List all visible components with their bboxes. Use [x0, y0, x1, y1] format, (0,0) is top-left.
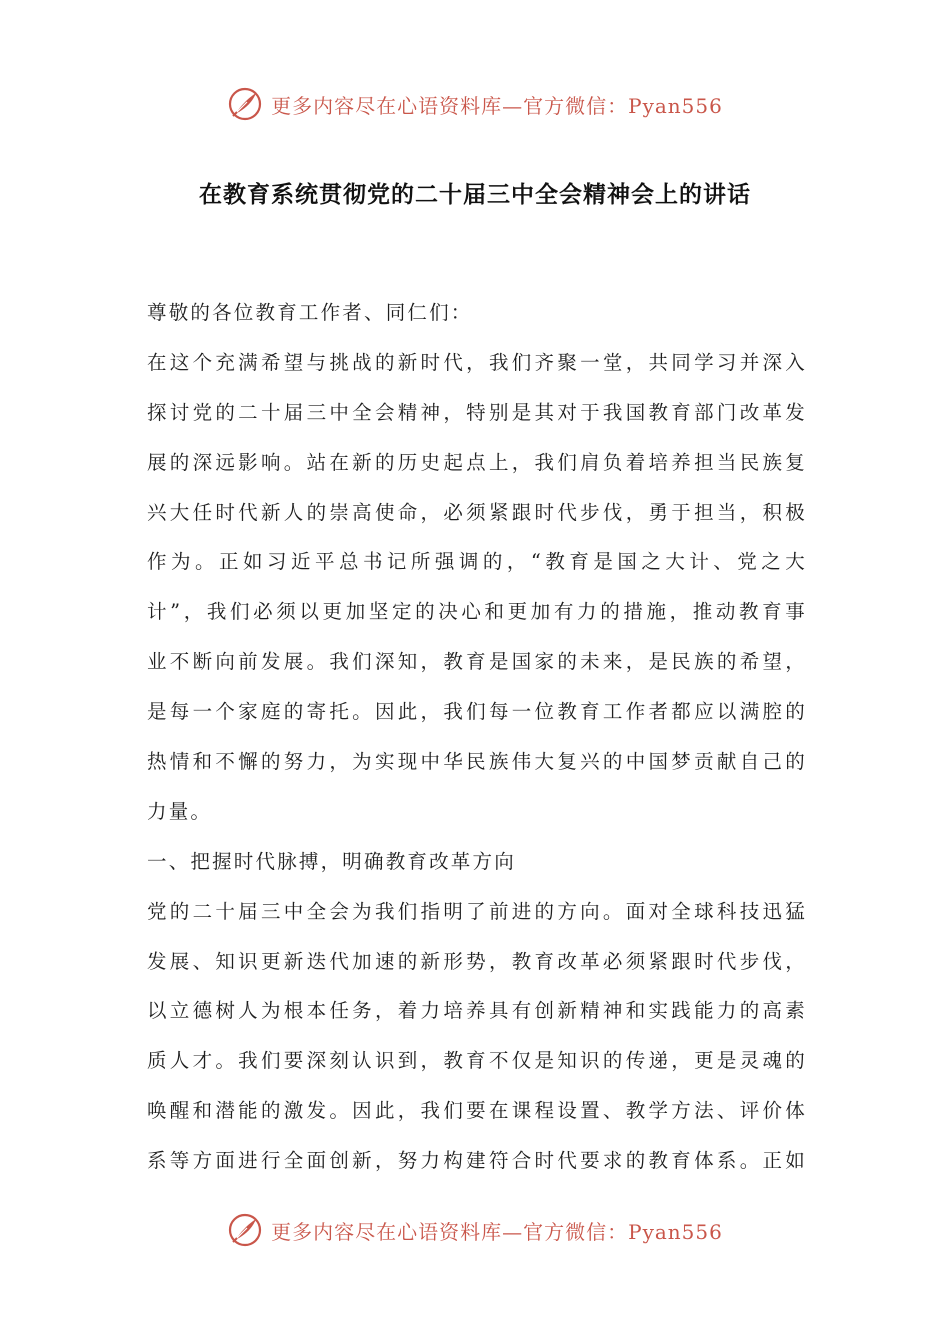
body-line: 业不断向前发展。我们深知，教育是国家的未来，是民族的希望， — [147, 650, 807, 674]
body-line: 作为。正如习近平总书记所强调的，“教育是国之大计、党之大 — [147, 550, 807, 574]
body-line: 展的深远影响。站在新的历史起点上，我们肩负着培养担当民族复 — [147, 450, 807, 474]
body-line: 计”，我们必须以更加坚定的决心和更加有力的措施，推动教育事 — [147, 600, 807, 624]
salutation-line: 尊敬的各位教育工作者、同仁们： — [147, 301, 473, 324]
banner-text: 更多内容尽在心语资料库—官方微信：Pyan556 — [271, 93, 723, 118]
quill-logo-icon — [227, 86, 263, 122]
document-title: 在教育系统贯彻党的二十届三中全会精神会上的讲话 — [199, 182, 751, 208]
body-line: 发展、知识更新迭代加速的新形势，教育改革必须紧跟时代步伐， — [147, 949, 807, 973]
body-line: 以立德树人为根本任务，着力培养具有创新精神和实践能力的高素 — [147, 999, 807, 1023]
body-line: 唤醒和潜能的激发。因此，我们要在课程设置、教学方法、评价体 — [147, 1099, 807, 1123]
section-heading: 一、把握时代脉搏，明确教育改革方向 — [147, 849, 516, 873]
body-line: 力量。 — [147, 799, 213, 823]
document-body — [147, 288, 807, 1186]
quill-logo-icon — [227, 1212, 263, 1248]
body-line: 探讨党的二十届三中全会精神，特别是其对于我国教育部门改革发 — [147, 400, 807, 424]
body-line: 兴大任时代新人的崇高使命，必须紧跟时代步伐，勇于担当，积极 — [147, 500, 807, 524]
header-banner — [0, 82, 950, 126]
body-line: 质人才。我们要深刻认识到，教育不仅是知识的传递，更是灵魂的 — [147, 1049, 807, 1073]
banner-text: 更多内容尽在心语资料库—官方微信：Pyan556 — [271, 1219, 723, 1244]
footer-banner — [0, 1208, 950, 1252]
body-line: 在这个充满希望与挑战的新时代，我们齐聚一堂，共同学习并深入 — [147, 350, 807, 374]
body-line: 热情和不懈的努力，为实现中华民族伟大复兴的中国梦贡献自己的 — [147, 750, 807, 774]
body-line: 是每一个家庭的寄托。因此，我们每一位教育工作者都应以满腔的 — [147, 700, 807, 724]
body-line: 系等方面进行全面创新，努力构建符合时代要求的教育体系。正如 — [147, 1149, 807, 1173]
body-line: 党的二十届三中全会为我们指明了前进的方向。面对全球科技迅猛 — [147, 899, 807, 923]
